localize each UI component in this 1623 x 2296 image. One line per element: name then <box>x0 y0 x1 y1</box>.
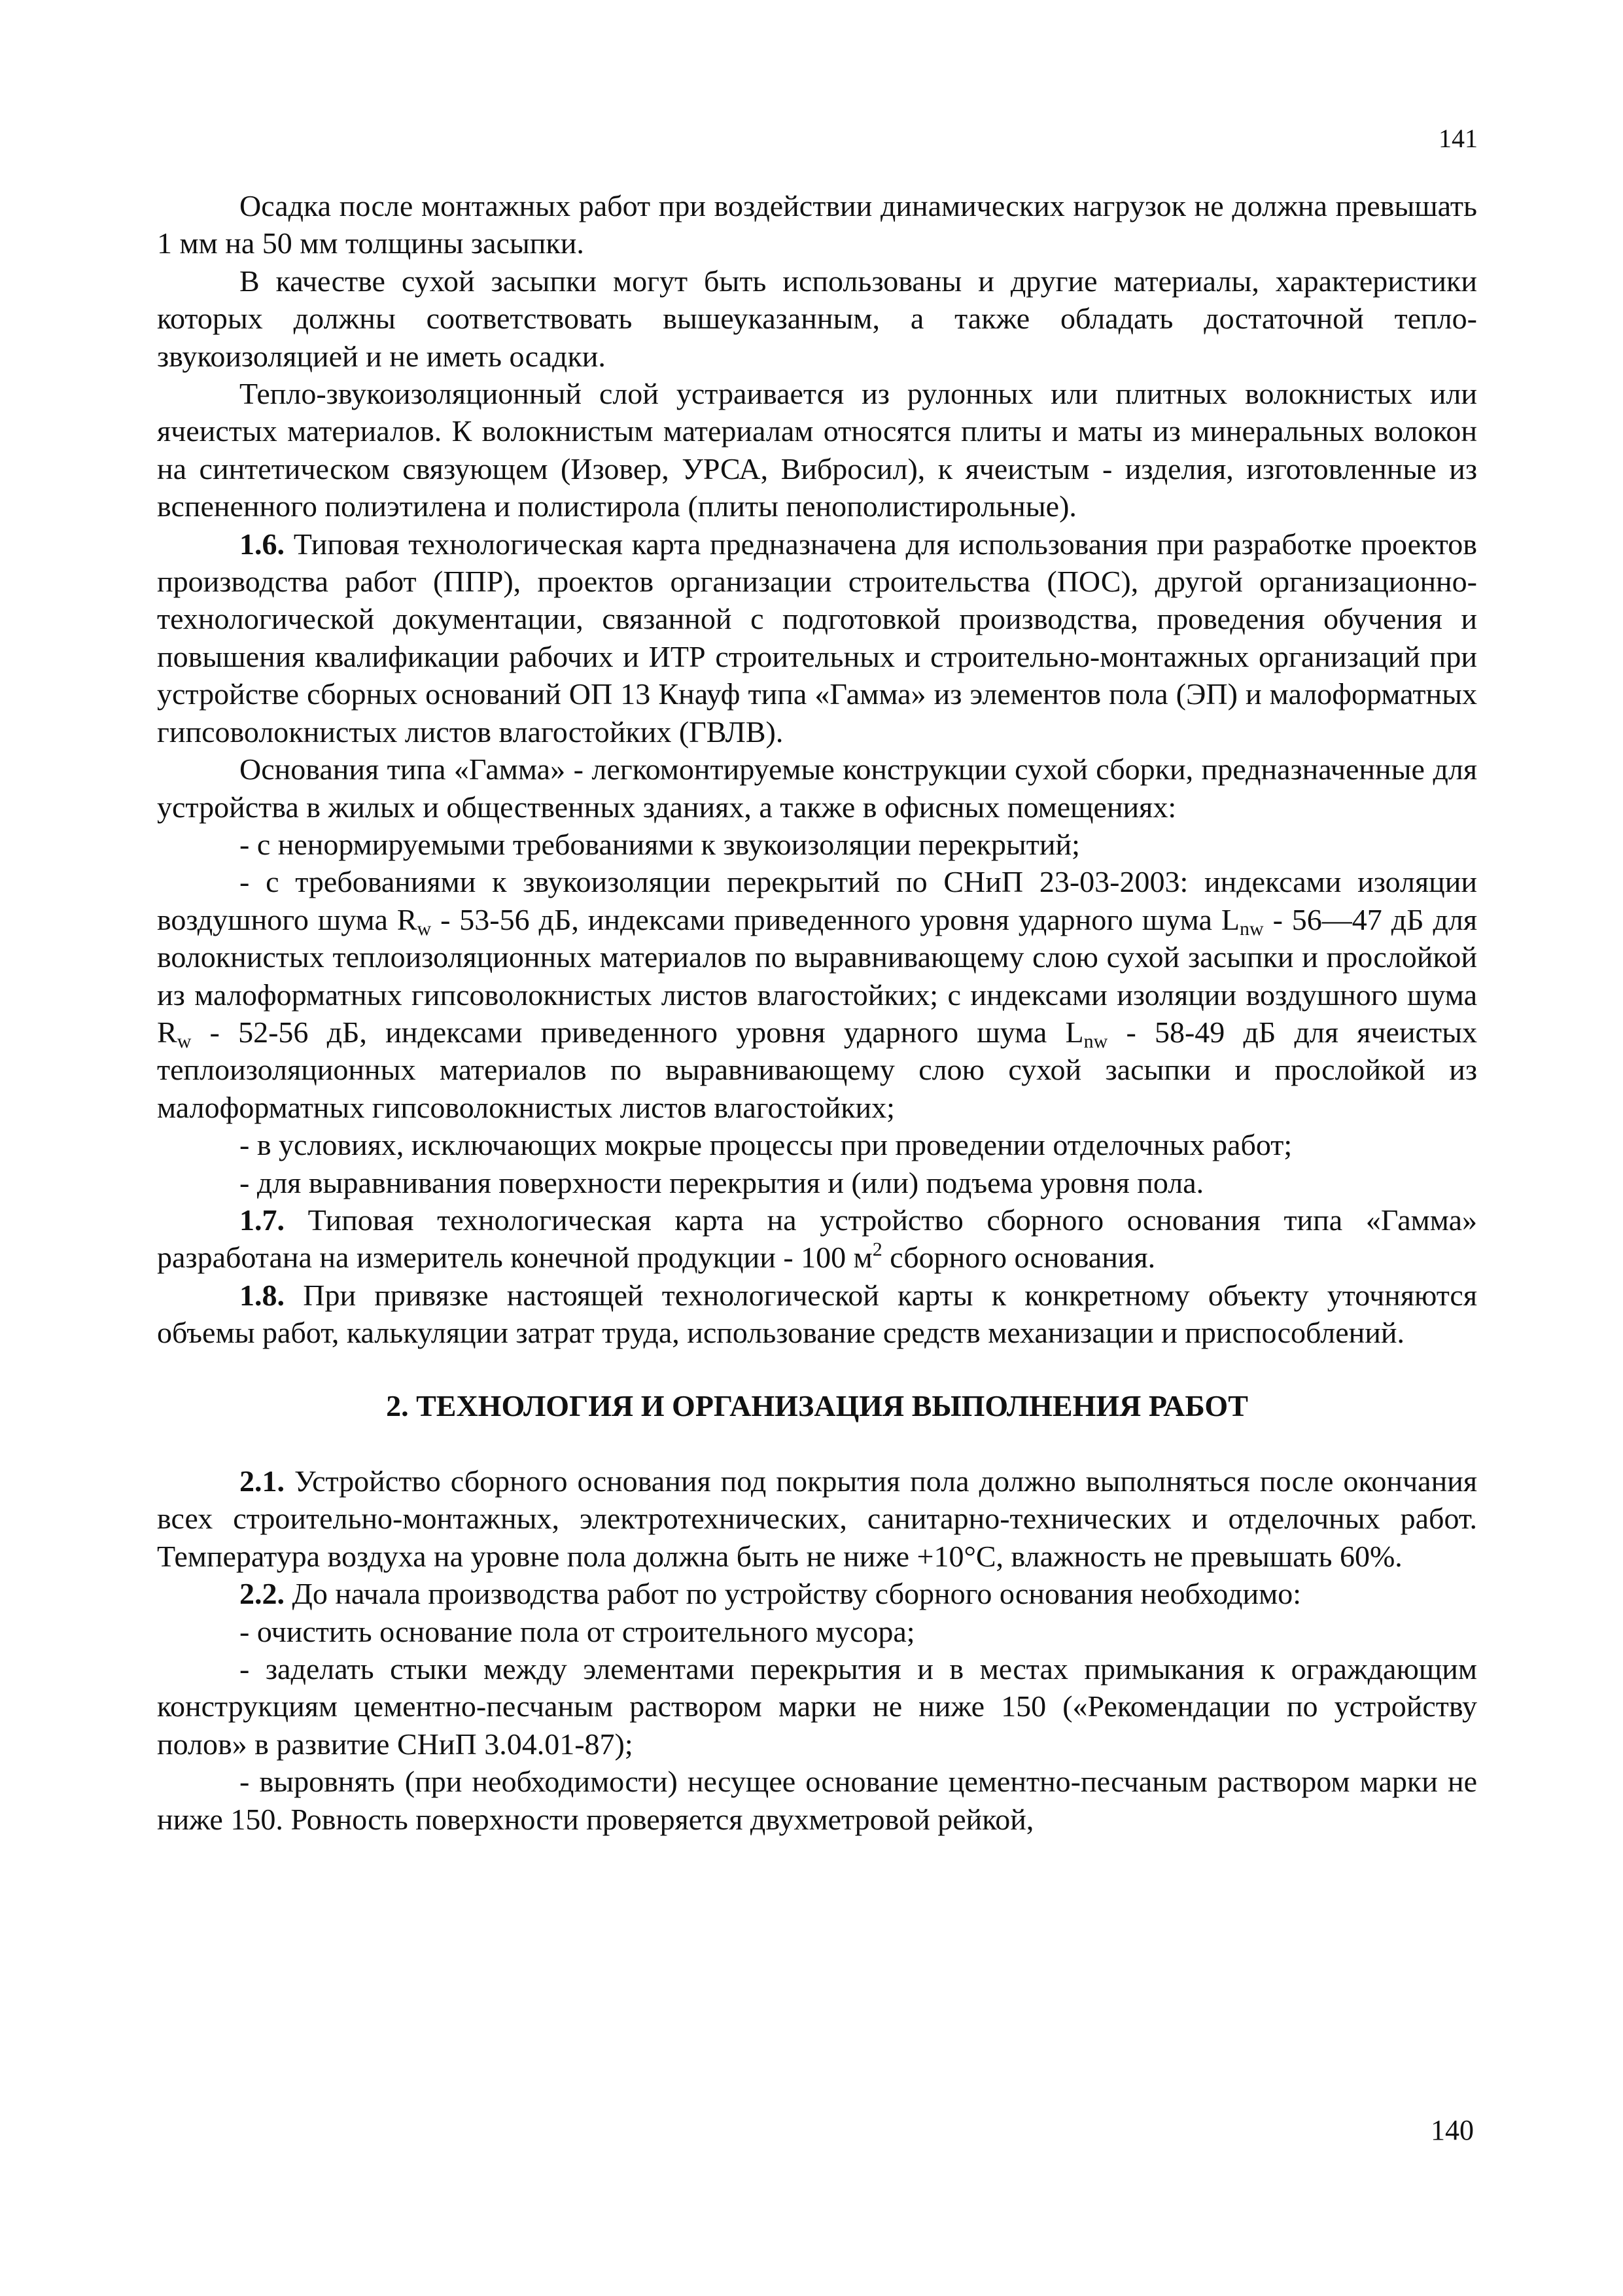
subscript: w <box>417 917 432 940</box>
subscript: nw <box>1083 1030 1108 1052</box>
list-item-text: - 53-56 дБ, индексами приведенного уровня ударного шума L <box>431 902 1240 936</box>
list-item: - с ненормируемыми требованиями к звукоизоляции перекрытий; <box>239 827 1080 861</box>
list-item: - для выравнивания поверхности перекрытия и (или) подъема уровня пола. <box>239 1165 1204 1199</box>
paragraph-1-7 <box>157 1201 1477 1277</box>
list-item: - заделать стыки между элементами перекрытия и в местах примыкания к ограждающим конструкциям цементно-песчаным раствором марки не ниже 150 («Рекомендации по устройству полов» в развитие СНиП 3.04.01-87); <box>157 1652 1477 1761</box>
list-item <box>157 863 1477 1126</box>
paragraph-1-8 <box>157 1277 1477 1352</box>
paragraph-2-2 <box>157 1575 1477 1612</box>
paragraph-text: Типовая технологическая карта на устройство сборного основания типа «Гамма» разработана на измеритель конечной продукции - 100 м <box>157 1203 1477 1275</box>
superscript: 2 <box>872 1239 882 1261</box>
list-item: - в условиях, исключающих мокрые процессы при проведении отделочных работ; <box>239 1128 1293 1162</box>
document-body <box>157 187 1477 1838</box>
paragraph-text: При привязке настоящей технологической карты к конкретному объекту уточняются объемы работ, калькуляции затрат труда, использование средств механизации и приспособлений. <box>157 1278 1477 1350</box>
paragraph-2-1 <box>157 1462 1477 1575</box>
paragraph-text: До начала производства работ по устройству сборного основания необходимо: <box>285 1577 1301 1611</box>
paragraph-text: сборного основания. <box>882 1241 1156 1275</box>
clause-number: 1.7. <box>239 1203 285 1237</box>
paragraph: Осадка после монтажных работ при воздействии динамических нагрузок не должна превышать 1 мм на 50 мм толщины засыпки. <box>157 189 1477 260</box>
list-item-text: - 58-49 дБ для ячеистых теплоизоляционных материалов по выравнивающему слою сухой засыпки и прослойкой из малоформатных гипсоволокнистых листов влагостойких; <box>157 1015 1477 1124</box>
paragraph-1-6 <box>157 525 1477 751</box>
clause-number: 2.1. <box>239 1464 285 1498</box>
list-item: - очистить основание пола от строительного мусора; <box>239 1614 915 1648</box>
page-number-top: 141 <box>1439 124 1478 153</box>
section-heading: 2. ТЕХНОЛОГИЯ И ОРГАНИЗАЦИЯ ВЫПОЛНЕНИЯ РАБОТ <box>386 1388 1248 1422</box>
paragraph-text: Типовая технологическая карта предназначена для использования при разработке проектов производства работ (ППР), проектов организации строительства (ПОС), другой организационно-технологической документации, связанной с подготовкой производства, проведения обучения и повышения квалификации рабочих и ИТР строительных и строительно-монтажных организаций при устройстве сборных оснований ОП 13 Кнауф типа «Гамма» из элементов пола (ЭП) и малоформатных гипсоволокнистых листов влагостойких (ГВЛВ). <box>157 527 1477 749</box>
paragraph: Основания типа «Гамма» - легкомонтируемые конструкции сухой сборки, предназначенные для устройства в жилых и общественных зданиях, а также в офисных помещениях: <box>157 752 1477 824</box>
page-number-bottom: 140 <box>1431 2114 1474 2146</box>
subscript: w <box>177 1030 192 1052</box>
paragraph: В качестве сухой засыпки могут быть использованы и другие материалы, характеристики которых должны соответствовать вышеуказанным, а также обладать достаточной тепло-звукоизоляцией и не иметь осадки. <box>157 264 1477 373</box>
list-item: - выровнять (при необходимости) несущее основание цементно-песчаным раствором марки не ниже 150. Ровность поверхности проверяется двухметровой рейкой, <box>157 1765 1477 1836</box>
paragraph-text: Устройство сборного основания под покрытия пола должно выполняться после окончания всех строительно-монтажных, электротехнических, санитарно-технических и отделочных работ. Температура воздуха на уровне пола должна быть не ниже +10°С, влажность не превышать 60%. <box>157 1464 1477 1573</box>
paragraph: Тепло-звукоизоляционный слой устраивается из рулонных или плитных волокнистых или ячеистых материалов. К волокнистым материалам относятся плиты и маты из минеральных волокон на синтетическом связующем (Изовер, УРСА, Вибросил), к ячеистым - изделия, изготовленные из вспененного полиэтилена и полистирола (плиты пенополистирольные). <box>157 377 1477 523</box>
clause-number: 1.6. <box>239 527 285 561</box>
list-item-text: - с требованиями к звукоизоляции перекрытий по СНиП 23-03-2003: индексами изоляции воздушного шума R <box>157 865 1477 936</box>
clause-number: 2.2. <box>239 1577 285 1611</box>
list-item-text: - 52-56 дБ, индексами приведенного уровня ударного шума L <box>191 1015 1084 1049</box>
subscript: nw <box>1239 917 1264 940</box>
clause-number: 1.8. <box>239 1278 285 1312</box>
list-item-text: - 56—47 дБ для волокнистых теплоизоляционных материалов по выравнивающему слою сухой засыпки и прослойкой из малоформатных гипсоволокнистых листов влагостойких; с индексами изоляции воздушного шума R <box>157 902 1477 1049</box>
